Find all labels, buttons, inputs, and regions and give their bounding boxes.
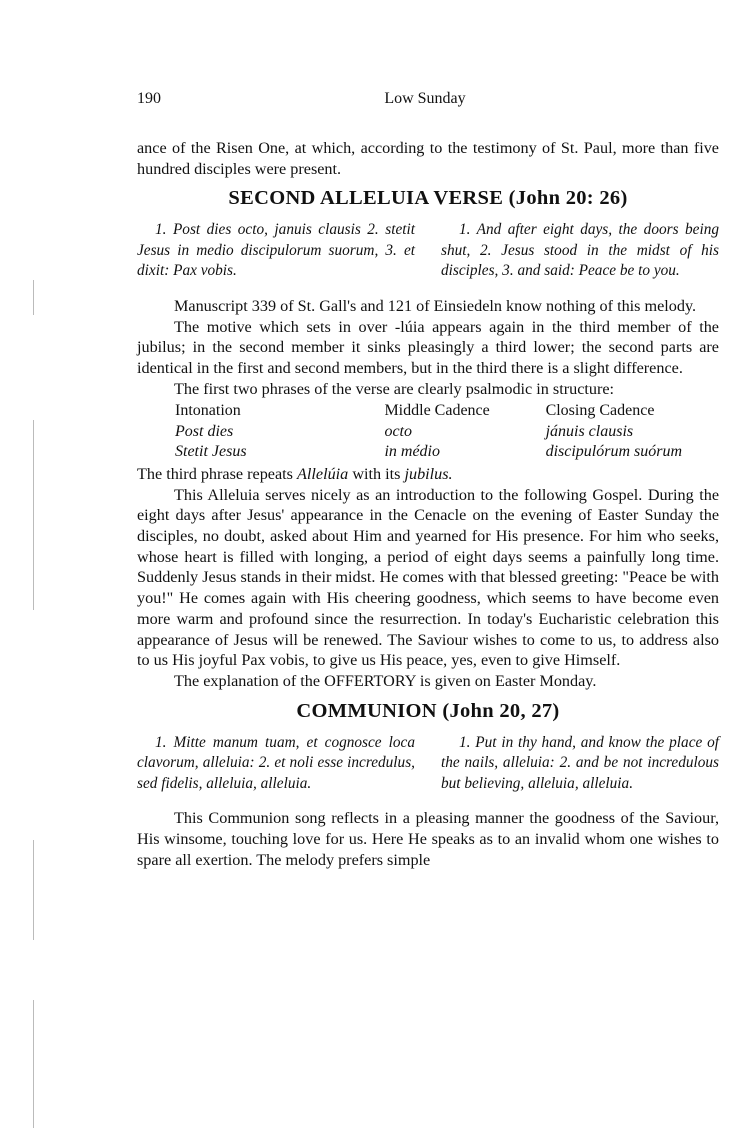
- table-header-row: [175, 401, 719, 422]
- table-cell: discipulórum suórum: [545, 443, 683, 461]
- page-header: [137, 90, 719, 116]
- section-heading-communion: COMMUNION (John 20, 27): [296, 699, 560, 722]
- table-cell: in médio: [384, 443, 440, 461]
- table-cell: octo: [384, 422, 412, 440]
- gospel-paragraph: This Alleluia serves nicely as an introduction to the following Gospel. During the eight days after Jesus' appearance in the Cenacle on the evening of Easter Sunday the disciples, no doubt, asked about Him and yearned for His presence. For him who seeks, whose heart is filled with longing, a period of eight days seems a painfully long time. Suddenly Jesus stands in their midst. He comes with that blessed greeting: "Peace be with you!" He comes again with His cheering goodness, which seems to have become even more warm and profound since the resurrection. In today's Eucharistic celebration this appearance of Jesus will be renewed. The Saviour wishes to come to us, to address also to us His joyful Pax vobis, to give us His peace, yes, even to give Himself.: [137, 485, 719, 670]
- table-cell: Stetit Jesus: [175, 443, 247, 461]
- table-header-cell: Middle Cadence: [384, 402, 490, 420]
- section-heading-alleluia: SECOND ALLELUIA VERSE (John 20: 26): [228, 187, 628, 210]
- table-header-cell: Intonation: [175, 402, 241, 420]
- communion-latin-text: 1. Mitte manum tuam, et cognosce loca clavorum, alleluia: 2. et noli esse incredulus, sed fidelis, alleluia, alleluia.: [137, 733, 415, 792]
- third-phrase-paragraph: The third phrase repeats Allelúia with its jubilus.: [137, 464, 453, 483]
- manuscript-paragraph: Manuscript 339 of St. Gall's and 121 of Einsiedeln know nothing of this melody.: [174, 296, 697, 315]
- table-row: [175, 442, 719, 463]
- alleluia-latin-text: 1. Post dies octo, januis clausis 2. stetit Jesus in medio discipulorum suorum, 3. et dixit: Pax vobis.: [137, 221, 415, 280]
- alleluia-english-text: 1. And after eight days, the doors being shut, 2. Jesus stood in the midst of his disciples, 3. and said: Peace be to you.: [441, 221, 719, 280]
- communion-english-text: 1. Put in thy hand, and know the place of the nails, alleluia: 2. and be not incredulous but believing, alleluia, alleluia.: [441, 733, 719, 792]
- table-cell: Post dies: [175, 422, 234, 440]
- book-page: [137, 90, 719, 870]
- table-header-cell: Closing Cadence: [545, 402, 655, 420]
- cadence-table: [175, 401, 719, 463]
- binding-margin-line: [33, 840, 34, 940]
- binding-margin-line: [33, 420, 34, 610]
- table-cell: jánuis clausis: [545, 422, 634, 440]
- table-row: [175, 422, 719, 443]
- communion-columns: [137, 733, 719, 795]
- phrases-paragraph: The first two phrases of the verse are clearly psalmodic in structure:: [174, 379, 615, 398]
- motive-paragraph: The motive which sets in over -lúia appears again in the third member of the jubilus; in the second member it sinks pleasingly a third lower; the second parts are identical in the first and second members, but in the third there is a slight difference.: [137, 317, 719, 378]
- alleluia-verse-columns: [137, 220, 719, 282]
- communion-paragraph: This Communion song reflects in a pleasing manner the goodness of the Saviour, His winsome, touching love for us. Here He speaks as to an invalid whom one wishes to spare all exertion. The melody prefers simple: [137, 809, 719, 869]
- running-title: Low Sunday: [384, 90, 466, 107]
- page-number: 190: [137, 90, 161, 107]
- intro-paragraph: ance of the Risen One, at which, according to the testimony of St. Paul, more than five hundred disciples were present.: [137, 139, 719, 178]
- binding-margin-line: [33, 1000, 34, 1128]
- binding-margin-line: [33, 280, 34, 315]
- offertory-paragraph: The explanation of the OFFERTORY is given on Easter Monday.: [174, 671, 597, 690]
